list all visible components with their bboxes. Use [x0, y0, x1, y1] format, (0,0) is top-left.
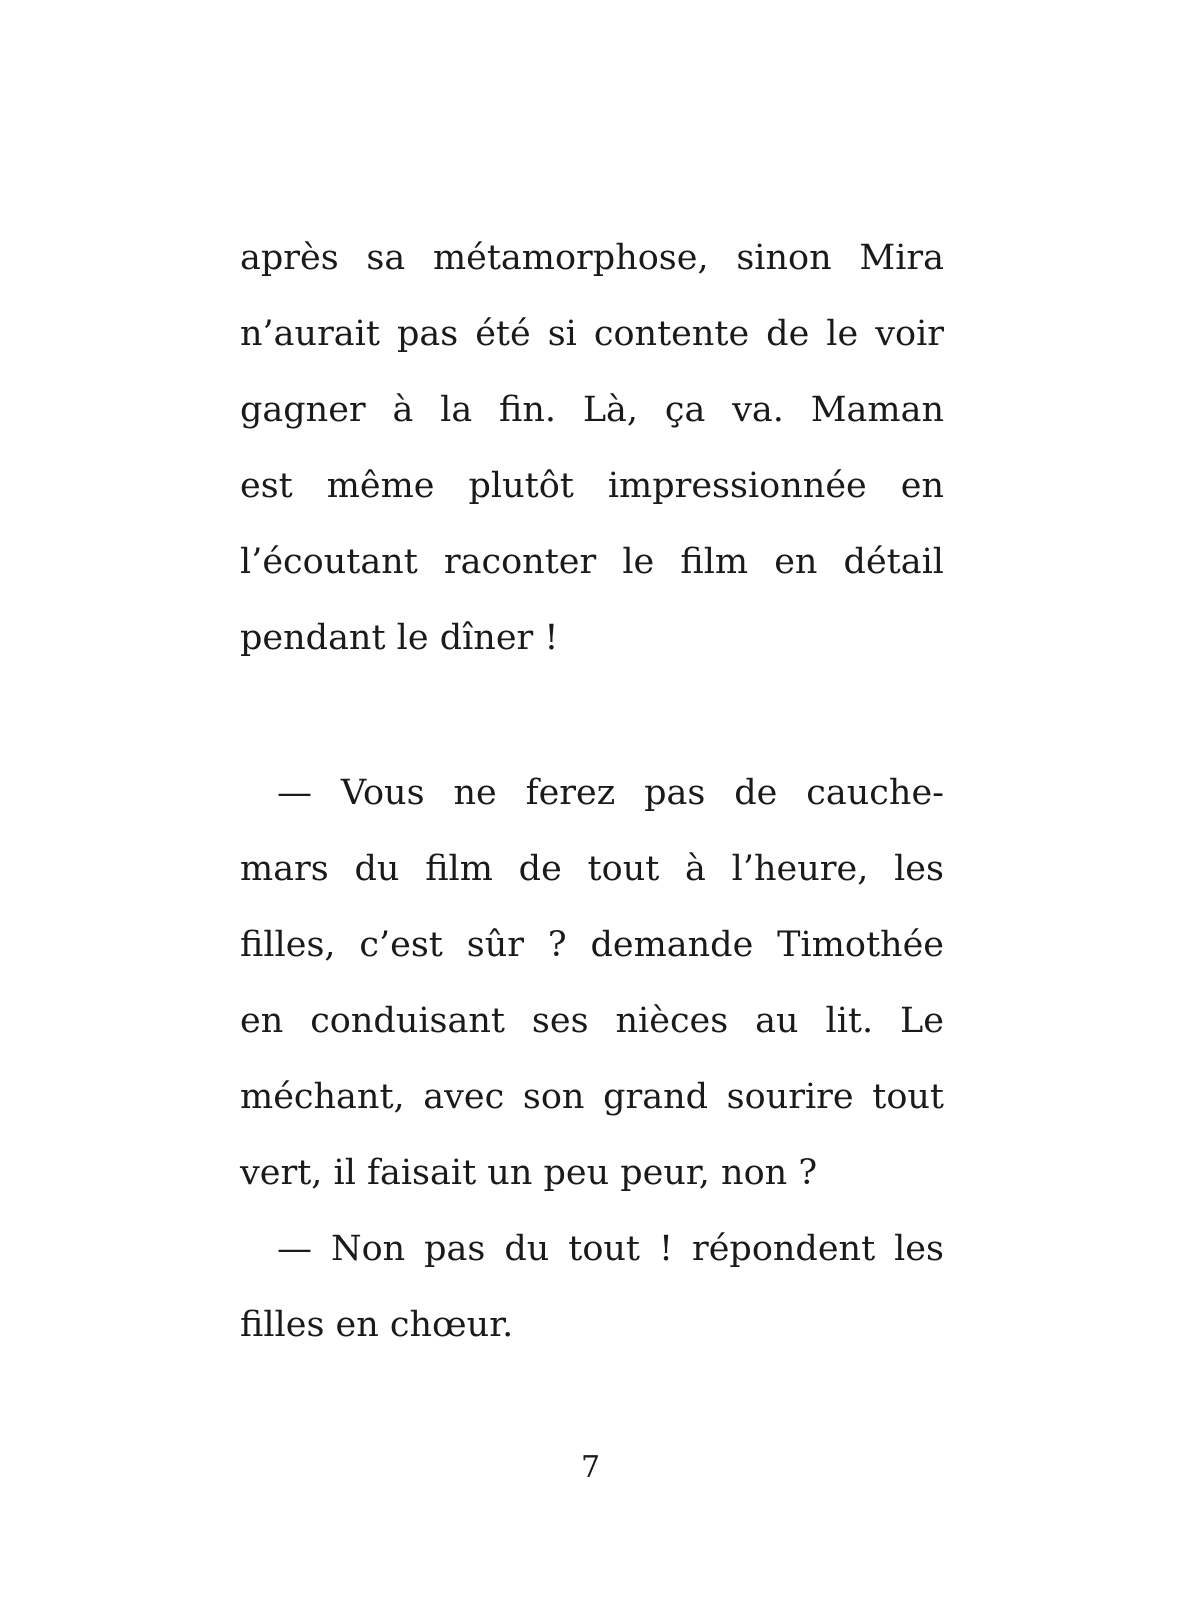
text-line: vert, il faisait un peu peur, non ? [240, 1153, 818, 1193]
text-line: méchant, avec son grand sourire tout [240, 1077, 944, 1117]
text-line: gagner à la fin. Là, ça va. Maman [240, 390, 944, 430]
paragraph-dialogue-girls [240, 1211, 944, 1363]
text-line: filles, c’est sûr ? demande Timothée [240, 925, 944, 965]
dialogue-section [240, 755, 944, 1363]
text-line: est même plutôt impressionnée en [240, 466, 944, 506]
text-line: pendant le dîner ! [240, 618, 559, 658]
text-line: mars du film de tout à l’heure, les [240, 849, 944, 889]
paragraph-narration [240, 220, 944, 676]
text-line: — Non pas du tout ! répondent les [277, 1229, 944, 1269]
text-line: — Vous ne ferez pas de cauche- [277, 773, 944, 813]
text-line: filles en chœur. [240, 1305, 514, 1345]
paragraph-dialogue-timothee [240, 755, 944, 1211]
text-line: après sa métamorphose, sinon Mira [240, 238, 944, 278]
text-line: n’aurait pas été si contente de le voir [240, 314, 944, 354]
text-line: en conduisant ses nièces au lit. Le [240, 1001, 944, 1041]
text-line: l’écoutant raconter le film en détail [240, 542, 944, 582]
page-number: 7 [580, 1450, 601, 1485]
